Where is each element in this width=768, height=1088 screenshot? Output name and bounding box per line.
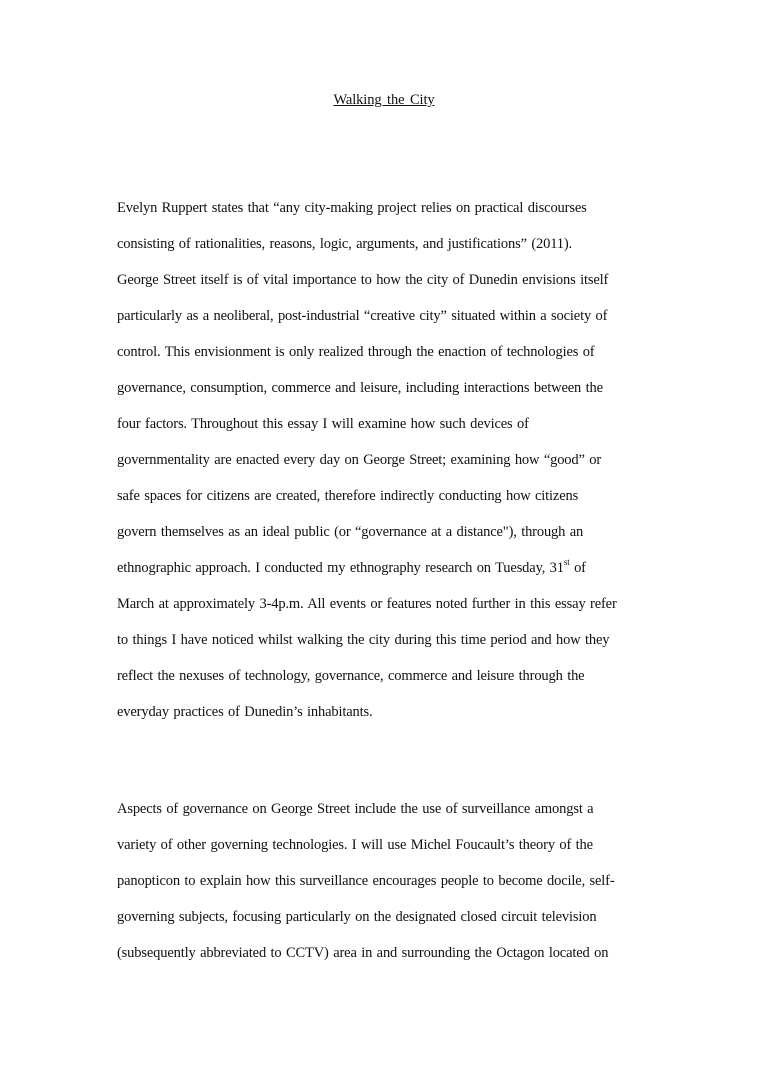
paragraph-1-line: governance, consumption, commerce and leisure, including interactions between the (117, 380, 603, 396)
paragraph-2-line: governing subjects, focusing particularly on the designated closed circuit television (117, 909, 597, 925)
line-text: ethnographic approach. I conducted my ethnography research on Tuesday, 31 (117, 560, 564, 576)
paragraph-1-line: March at approximately 3-4p.m. All events or features noted further in this essay refer (117, 596, 617, 612)
paragraph-2-line: panopticon to explain how this surveillance encourages people to become docile, self- (117, 873, 615, 889)
paragraph-1-line: Evelyn Ruppert states that “any city-making project relies on practical discourses (117, 200, 587, 216)
paragraph-1-line: govern themselves as an ideal public (or “governance at a distance"), through an (117, 524, 584, 540)
paragraph-1-line: control. This envisionment is only realized through the enaction of technologies of (117, 344, 595, 360)
paragraph-1-line: particularly as a neoliberal, post-industrial “creative city” situated within a society of (117, 308, 608, 324)
paragraph-1-line: safe spaces for citizens are created, therefore indirectly conducting how citizens (117, 488, 579, 504)
ordinal-suffix: st (563, 557, 570, 568)
line-text: of (569, 560, 586, 576)
paragraph-1-line (117, 559, 586, 577)
paragraph-1-line: reflect the nexuses of technology, governance, commerce and leisure through the (117, 668, 585, 684)
paragraph-1-line: everyday practices of Dunedin’s inhabitants. (117, 704, 373, 720)
paragraph-1-line: consisting of rationalities, reasons, logic, arguments, and justifications” (2011). (117, 236, 573, 252)
paragraph-1-line: four factors. Throughout this essay I will examine how such devices of (117, 416, 529, 432)
paragraph-1-line: governmentality are enacted every day on George Street; examining how “good” or (117, 452, 602, 468)
paragraph-2-line: variety of other governing technologies. I will use Michel Foucault’s theory of the (117, 837, 593, 853)
paragraph-1-line: to things I have noticed whilst walking the city during this time period and how they (117, 632, 610, 648)
paragraph-2-line: (subsequently abbreviated to CCTV) area in and surrounding the Octagon located on (117, 945, 609, 961)
paragraph-2-line: Aspects of governance on George Street include the use of surveillance amongst a (117, 801, 594, 817)
page-title: Walking the City (333, 92, 435, 108)
paragraph-1-line: George Street itself is of vital importance to how the city of Dunedin envisions itself (117, 272, 609, 288)
